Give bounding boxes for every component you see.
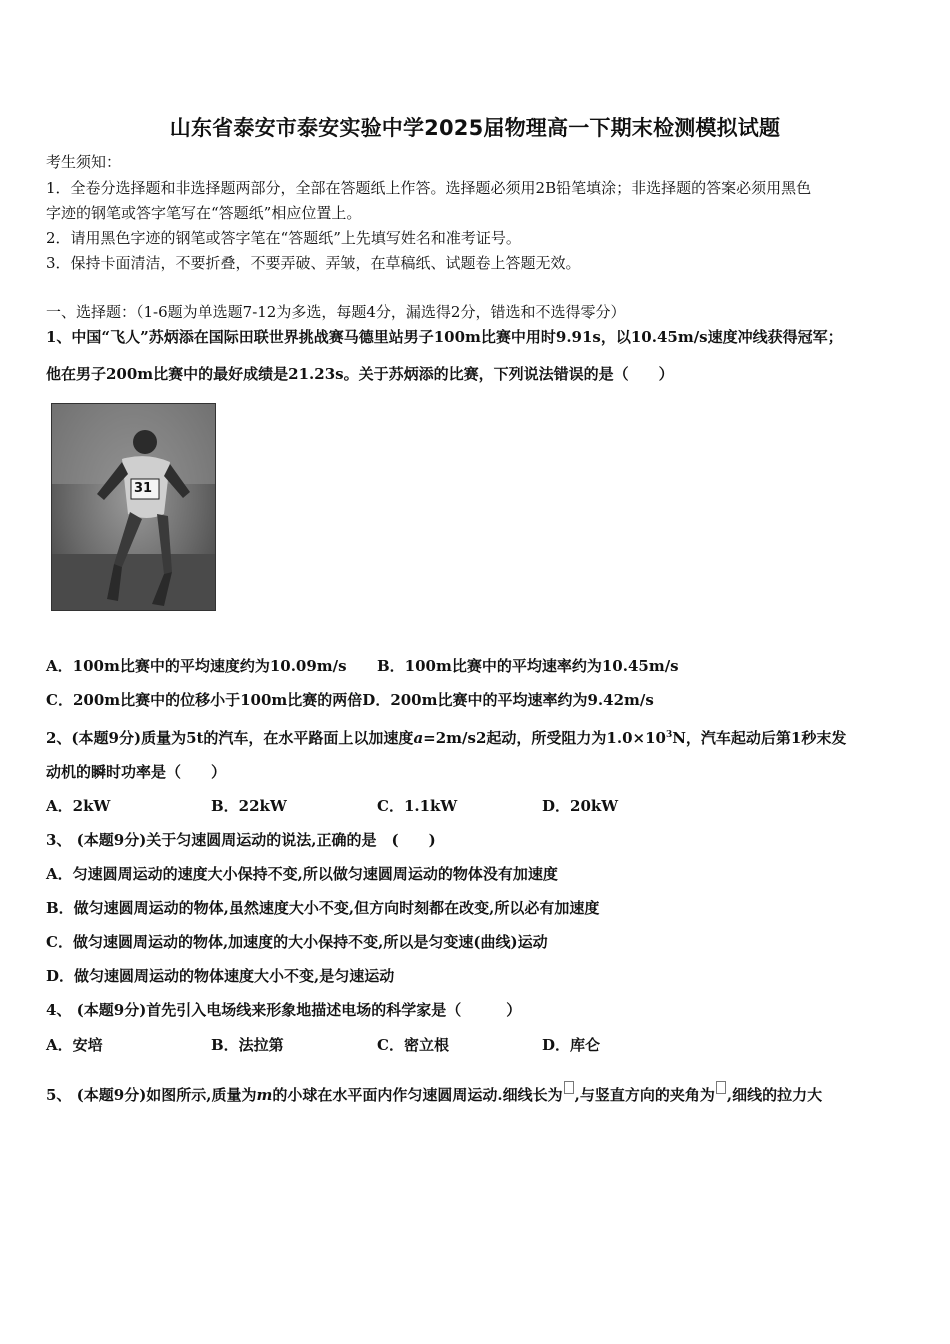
q2-text-a: 2、(本题9分)质量为5t的汽车，在水平路面上以加速度: [46, 729, 414, 747]
q2-var-a: a: [413, 729, 424, 747]
q2-exponent: 3: [665, 730, 673, 740]
q2-option-d: D．20kW: [542, 797, 619, 815]
notice-item-2: 2．请用黑色字迹的钢笔或答字笔在“答题纸”上先填写姓名和准考证号。: [46, 229, 521, 247]
bib-number: 31: [134, 481, 153, 496]
q3-option-a: A．匀速圆周运动的速度大小保持不变,所以做匀速圆周运动的物体没有加速度: [46, 865, 558, 883]
q4-line1: 4、 (本题9分)首先引入电场线来形象地描述电场的科学家是（ ）: [46, 1001, 522, 1019]
q5-var-m: m: [256, 1086, 273, 1104]
notice-item-1: 1．全卷分选择题和非选择题两部分，全部在答题纸上作答。选择题必须用2B铅笔填涂；非选择题的答案必须用黑色: [46, 179, 812, 197]
q4-option-b: B．法拉第: [211, 1036, 284, 1054]
section-heading: 一、选择题：（1-6题为单选题7-12为多选，每题4分，漏选得2分，错选和不选得零分）: [46, 303, 626, 321]
q2-option-b: B．22kW: [211, 797, 287, 815]
q5-text-c: ,与竖直方向的夹角为: [574, 1086, 715, 1104]
q4-option-a: A．安培: [46, 1036, 103, 1054]
notice-item-1-cont: 字迹的钢笔或答字笔写在“答题纸”相应位置上。: [46, 204, 362, 222]
notice-heading: 考生须知：: [46, 153, 122, 171]
q1-option-cd: C．200m比赛中的位移小于100m比赛的两倍D．200m比赛中的平均速率约为9.42m/s: [46, 691, 654, 709]
q5-line1: [46, 1081, 822, 1105]
q2-line1: [46, 725, 846, 748]
missing-symbol-icon: [716, 1081, 726, 1094]
sprinter-figure: [52, 404, 216, 611]
q1-line1: 1、中国“飞人”苏炳添在国际田联世界挑战赛马德里站男子100m比赛中用时9.91s，以10.45m/s速度冲线获得冠军；: [46, 328, 843, 346]
q1-line2: 他在男子200m比赛中的最好成绩是21.23s。关于苏炳添的比赛，下列说法错误的是（ ）: [46, 365, 674, 383]
q2-option-a: A．2kW: [46, 797, 111, 815]
q4-option-c: C．密立根: [377, 1036, 449, 1054]
q2-option-c: C．1.1kW: [377, 797, 458, 815]
q1-option-a: A．100m比赛中的平均速度约为10.09m/s: [46, 657, 347, 675]
notice-item-3: 3．保持卡面清洁，不要折叠，不要弄破、弄皱，在草稿纸、试题卷上答题无效。: [46, 254, 581, 272]
missing-symbol-icon: [564, 1081, 574, 1094]
sprinter-photo: [51, 403, 216, 611]
q1-option-b: B．100m比赛中的平均速率约为10.45m/s: [377, 657, 679, 675]
q2-line2: 动机的瞬时功率是（ ）: [46, 763, 227, 781]
q5-text-d: ,细线的拉力大: [726, 1086, 823, 1104]
exam-title: 山东省泰安市泰安实验中学2025届物理高一下期末检测模拟试题: [169, 116, 781, 140]
q4-option-d: D．库仑: [542, 1036, 601, 1054]
q3-line1: 3、 (本题9分)关于匀速圆周运动的说法,正确的是 ( ): [46, 831, 436, 849]
q3-option-b: B．做匀速圆周运动的物体,虽然速度大小不变,但方向时刻都在改变,所以必有加速度: [46, 899, 600, 917]
q2-text-b: =2m/s2起动，所受阻力为1.0×10: [423, 729, 666, 747]
q3-option-d: D．做匀速圆周运动的物体速度大小不变,是匀速运动: [46, 967, 395, 985]
q3-option-c: C．做匀速圆周运动的物体,加速度的大小保持不变,所以是匀变速(曲线)运动: [46, 933, 548, 951]
q5-text-a: 5、 (本题9分)如图所示,质量为: [46, 1086, 257, 1104]
q2-text-c: N，汽车起动后第1秒末发: [672, 729, 847, 747]
q5-text-b: 的小球在水平面内作匀速圆周运动.细线长为: [272, 1086, 563, 1104]
